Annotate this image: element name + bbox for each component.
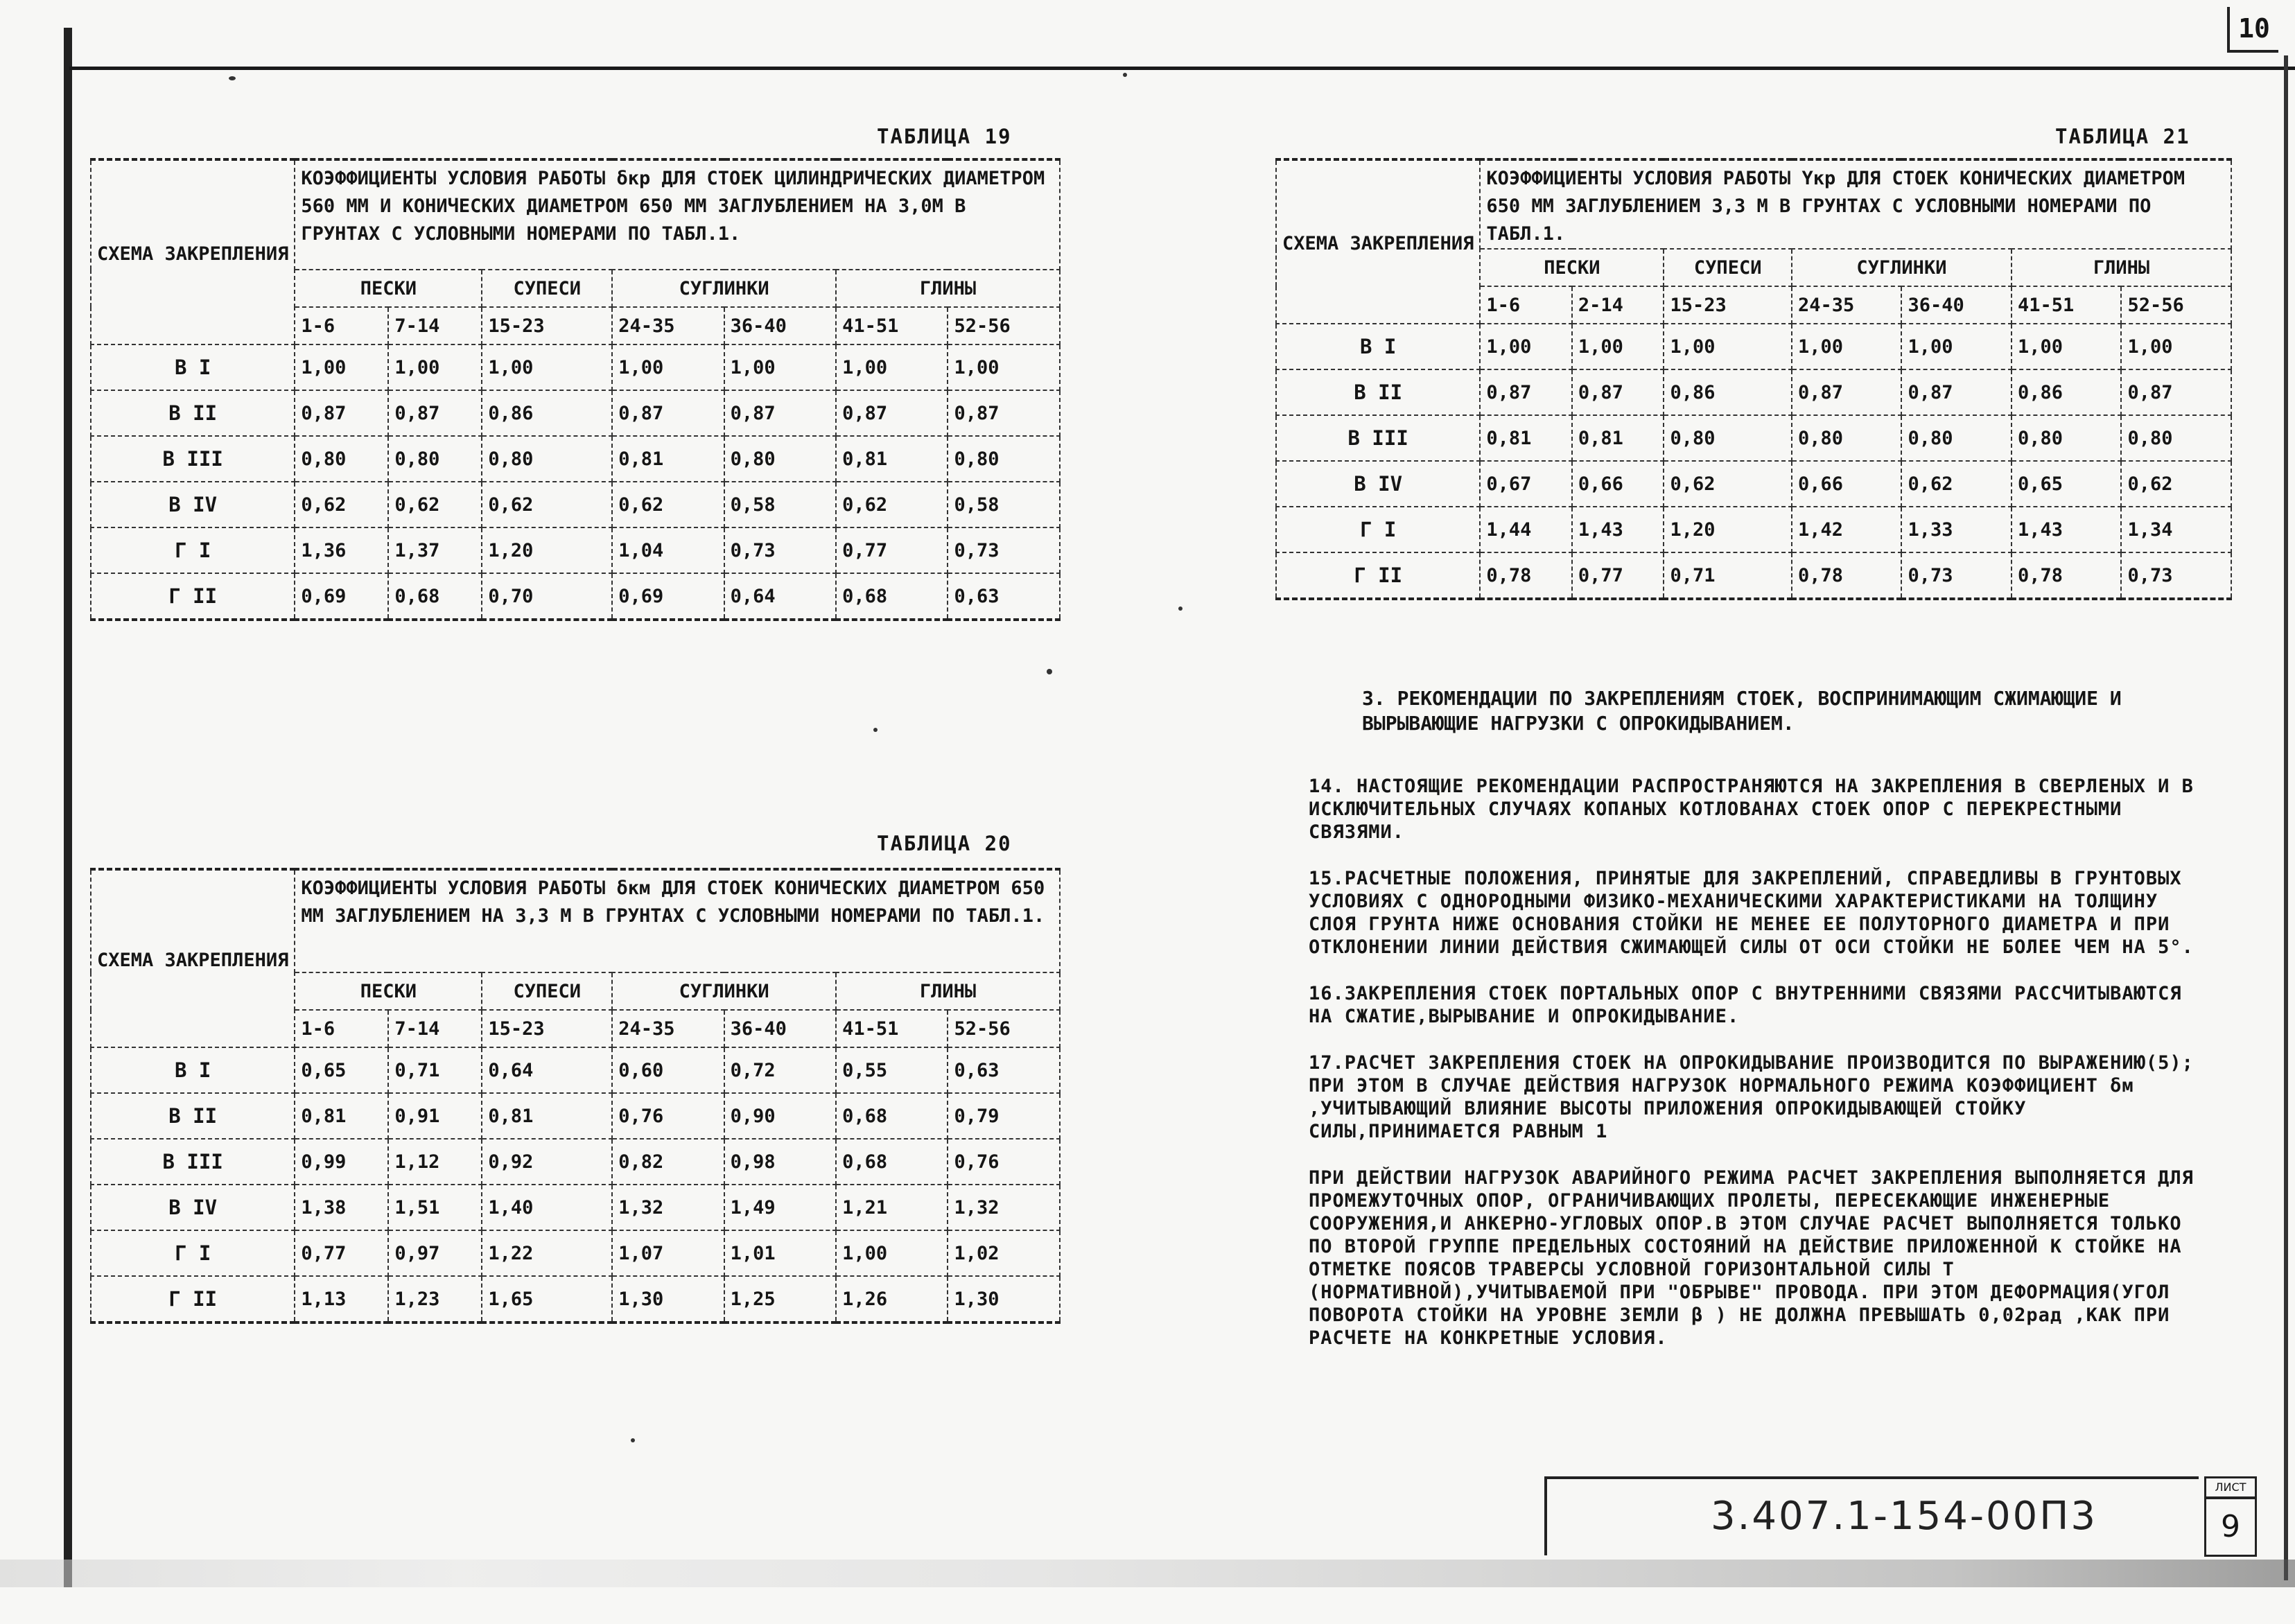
table-cell: 1,36: [295, 527, 388, 573]
table-cell: 1,00: [1572, 324, 1664, 369]
table21-range: 24-35: [1792, 286, 1902, 324]
table-cell: 1,33: [1901, 507, 2012, 552]
table-cell: 0,87: [388, 390, 482, 436]
table-row: [91, 390, 1060, 436]
table-cell: 1,65: [482, 1276, 612, 1322]
table19-range: 15-23: [482, 307, 612, 344]
table-cell: 0,66: [1792, 461, 1902, 507]
table-cell: 0,62: [388, 482, 482, 527]
table-cell: 1,00: [836, 344, 948, 390]
table-cell: 0,87: [1572, 369, 1664, 415]
table19-range: 1-6: [295, 307, 388, 344]
table-row: [1276, 415, 2231, 461]
table-row: [91, 1093, 1060, 1139]
table-cell: 1,00: [1664, 324, 1791, 369]
table21: [1275, 158, 2232, 600]
row-scheme: Г II: [91, 1276, 295, 1322]
table20-title: КОЭФФИЦИЕНТЫ УСЛОВИЯ РАБОТЫ δкм ДЛЯ СТОЕК КОНИЧЕСКИХ ДИАМЕТРОМ 650 ММ ЗАГЛУБЛЕНИЕМ НА 3,3 М В ГРУНТАХ С УСЛОВНЫМИ НОМЕРАМИ ПО ТАБЛ.1.: [295, 869, 1060, 972]
table20-group: СУГЛИНКИ: [612, 972, 836, 1010]
table-cell: 0,86: [2012, 369, 2122, 415]
table-cell: 0,80: [1664, 415, 1791, 461]
table-row: [91, 1230, 1060, 1276]
row-scheme: В III: [91, 436, 295, 482]
row-scheme: В II: [91, 390, 295, 436]
table-cell: 0,86: [482, 390, 612, 436]
table-cell: 0,71: [388, 1047, 482, 1093]
table-cell: 0,72: [724, 1047, 836, 1093]
row-scheme: Г I: [1276, 507, 1480, 552]
row-scheme: В I: [91, 344, 295, 390]
table21-range: 1-6: [1480, 286, 1572, 324]
table21-title: КОЭФФИЦИЕНТЫ УСЛОВИЯ РАБОТЫ Yкр ДЛЯ СТОЕК КОНИЧЕСКИХ ДИАМЕТРОМ 650 ММ ЗАГЛУБЛЕНИЕМ 3,3 М В ГРУНТАХ С УСЛОВНЫМИ НОМЕРАМИ ПО ТАБЛ.1.: [1480, 159, 2231, 249]
table-cell: 1,00: [2012, 324, 2122, 369]
table-cell: 1,12: [388, 1139, 482, 1185]
table-cell: 0,80: [2012, 415, 2122, 461]
table19-group: ГЛИНЫ: [836, 270, 1060, 307]
table-cell: 0,87: [724, 390, 836, 436]
table-cell: 0,80: [388, 436, 482, 482]
table-row: [91, 436, 1060, 482]
table-cell: 0,73: [1901, 552, 2012, 599]
table-cell: 0,76: [948, 1139, 1060, 1185]
table-cell: 0,86: [1664, 369, 1791, 415]
table20-range: 24-35: [612, 1010, 724, 1047]
table-cell: 0,87: [1480, 369, 1572, 415]
row-scheme: В III: [1276, 415, 1480, 461]
table19: [90, 158, 1061, 621]
table-cell: 1,30: [612, 1276, 724, 1322]
table-cell: 0,87: [1901, 369, 2012, 415]
table-cell: 0,55: [836, 1047, 948, 1093]
table-cell: 1,37: [388, 527, 482, 573]
table-cell: 0,58: [724, 482, 836, 527]
scan-bottom-strip: [0, 1560, 2295, 1587]
table-cell: 1,44: [1480, 507, 1572, 552]
table-cell: 0,80: [1792, 415, 1902, 461]
table19-range: 41-51: [836, 307, 948, 344]
table-cell: 0,63: [948, 1047, 1060, 1093]
sheet-number: 9: [2204, 1497, 2257, 1557]
table-cell: 1,00: [482, 344, 612, 390]
table21-body: [1276, 324, 2231, 599]
row-scheme: В II: [1276, 369, 1480, 415]
table-cell: 0,62: [482, 482, 612, 527]
table-cell: 0,99: [295, 1139, 388, 1185]
table20-range: 7-14: [388, 1010, 482, 1047]
table20-range: 1-6: [295, 1010, 388, 1047]
document-code: 3.407.1-154-00П3: [1711, 1494, 2098, 1539]
table-cell: 1,23: [388, 1276, 482, 1322]
row-scheme: В IV: [91, 482, 295, 527]
table-cell: 0,80: [1901, 415, 2012, 461]
row-scheme: В II: [91, 1093, 295, 1139]
table-cell: 0,73: [2121, 552, 2231, 599]
table19-caption: ТАБЛИЦА 19: [877, 125, 1012, 148]
table-cell: 0,80: [295, 436, 388, 482]
table21-range: 2-14: [1572, 286, 1664, 324]
table20-caption: ТАБЛИЦА 20: [877, 832, 1012, 855]
table-cell: 1,07: [612, 1230, 724, 1276]
table-cell: 1,38: [295, 1185, 388, 1230]
table20: [90, 868, 1061, 1324]
table-row: [91, 1047, 1060, 1093]
table-cell: 0,82: [612, 1139, 724, 1185]
table-cell: 0,62: [1664, 461, 1791, 507]
table-row: [1276, 507, 2231, 552]
table-cell: 1,00: [1480, 324, 1572, 369]
sheet-label: ЛИСТ: [2204, 1476, 2257, 1499]
table-cell: 1,42: [1792, 507, 1902, 552]
table-cell: 1,32: [612, 1185, 724, 1230]
paragraph-14: 14. НАСТОЯЩИЕ РЕКОМЕНДАЦИИ РАСПРОСТРАНЯЮТСЯ НА ЗАКРЕПЛЕНИЯ В СВЕРЛЕНЫХ И В ИСКЛЮЧИТЕЛЬНЫХ СЛУЧАЯХ КОПАНЫХ КОТЛОВАНАХ СТОЕК ОПОР С ПЕРЕКРЕСТНЫМИ СВЯЗЯМИ.: [1309, 776, 2194, 843]
table-cell: 1,00: [612, 344, 724, 390]
table-cell: 0,62: [836, 482, 948, 527]
page-left-border: [64, 28, 72, 1587]
table-cell: 0,71: [1664, 552, 1791, 599]
table-cell: 0,87: [1792, 369, 1902, 415]
table19-schema-header: СХЕМА ЗАКРЕПЛЕНИЯ: [91, 159, 295, 344]
table-cell: 0,66: [1572, 461, 1664, 507]
table20-schema-header: СХЕМА ЗАКРЕПЛЕНИЯ: [91, 869, 295, 1047]
section3-heading: 3. РЕКОМЕНДАЦИИ ПО ЗАКРЕПЛЕНИЯМ СТОЕК, ВОСПРИНИМАЮЩИМ СЖИМАЮЩИЕ И ВЫРЫВАЮЩИЕ НАГРУЗКИ С ОПРОКИДЫВАНИЕМ.: [1362, 687, 2122, 735]
table-cell: 0,70: [482, 573, 612, 620]
table21-range: 52-56: [2121, 286, 2231, 324]
table-row: [91, 527, 1060, 573]
table-cell: 0,65: [2012, 461, 2122, 507]
table-cell: 0,92: [482, 1139, 612, 1185]
paragraph-15: 15.РАСЧЕТНЫЕ ПОЛОЖЕНИЯ, ПРИНЯТЫЕ ДЛЯ ЗАКРЕПЛЕНИЙ, СПРАВЕДЛИВЫ В ГРУНТОВЫХ УСЛОВИЯХ С ОДНОРОДНЫМИ ФИЗИКО-МЕХАНИЧЕСКИМИ ХАРАКТЕРИСТИКАМИ НА ТОЛЩИНУ СЛОЯ ГРУНТА НИЖЕ ОСНОВАНИЯ СТОЙКИ НЕ МЕНЕЕ ЕЕ ПОЛУТОРНОГО ДИАМЕТРА И ПРИ ОТКЛОНЕНИИ ЛИНИИ ДЕЙСТВИЯ СЖИМАЮЩЕЙ СИЛЫ ОТ ОСИ СТОЙКИ НЕ БОЛЕЕ ЧЕМ НА 5°.: [1309, 868, 2194, 958]
table19-range: 36-40: [724, 307, 836, 344]
table21-schema-header: СХЕМА ЗАКРЕПЛЕНИЯ: [1276, 159, 1480, 324]
scan-speck: [229, 76, 236, 80]
page-top-rule: [69, 67, 2295, 70]
table-cell: 1,04: [612, 527, 724, 573]
scan-speck: [1123, 73, 1127, 77]
table-cell: 0,78: [1792, 552, 1902, 599]
table-cell: 0,73: [948, 527, 1060, 573]
table-cell: 0,73: [724, 527, 836, 573]
table-cell: 0,87: [2121, 369, 2231, 415]
table-cell: 1,00: [836, 1230, 948, 1276]
table-cell: 0,91: [388, 1093, 482, 1139]
table19-group: СУГЛИНКИ: [612, 270, 836, 307]
page-right-border: [2284, 55, 2288, 1580]
table21-group: ПЕСКИ: [1480, 249, 1664, 286]
scan-speck: [1047, 669, 1052, 674]
table-cell: 0,64: [724, 573, 836, 620]
table20-group: ПЕСКИ: [295, 972, 482, 1010]
table-cell: 1,01: [724, 1230, 836, 1276]
table-cell: 0,80: [482, 436, 612, 482]
table-cell: 0,60: [612, 1047, 724, 1093]
table-cell: 0,68: [836, 1093, 948, 1139]
table21-caption: ТАБЛИЦА 21: [2055, 125, 2190, 148]
table-row: [91, 482, 1060, 527]
table-cell: 1,43: [1572, 507, 1664, 552]
row-scheme: В I: [1276, 324, 1480, 369]
table-cell: 0,87: [295, 390, 388, 436]
table-cell: 0,63: [948, 573, 1060, 620]
table-row: [1276, 461, 2231, 507]
table-cell: 1,20: [482, 527, 612, 573]
table20-group: ГЛИНЫ: [836, 972, 1060, 1010]
table-cell: 1,00: [295, 344, 388, 390]
row-scheme: Г II: [1276, 552, 1480, 599]
table-cell: 1,25: [724, 1276, 836, 1322]
table-cell: 0,58: [948, 482, 1060, 527]
table19-group: СУПЕСИ: [482, 270, 612, 307]
table21-range: 41-51: [2012, 286, 2122, 324]
table-cell: 1,34: [2121, 507, 2231, 552]
table19-range: 52-56: [948, 307, 1060, 344]
table-cell: 0,81: [295, 1093, 388, 1139]
table-row: [91, 1276, 1060, 1322]
row-scheme: В III: [91, 1139, 295, 1185]
table-cell: 0,65: [295, 1047, 388, 1093]
scan-speck: [631, 1438, 635, 1442]
table-cell: 0,81: [612, 436, 724, 482]
table-cell: 0,64: [482, 1047, 612, 1093]
scan-speck: [873, 728, 878, 732]
table-cell: 0,62: [612, 482, 724, 527]
table-cell: 1,13: [295, 1276, 388, 1322]
table19-body: [91, 344, 1060, 620]
table-cell: 0,69: [612, 573, 724, 620]
table-cell: 0,77: [295, 1230, 388, 1276]
table-cell: 0,87: [836, 390, 948, 436]
table-row: [91, 1139, 1060, 1185]
table-cell: 0,87: [948, 390, 1060, 436]
table-cell: 0,77: [1572, 552, 1664, 599]
table-cell: 0,81: [1480, 415, 1572, 461]
table-cell: 1,00: [948, 344, 1060, 390]
table-cell: 0,62: [1901, 461, 2012, 507]
row-scheme: В IV: [1276, 461, 1480, 507]
paragraph-17: 17.РАСЧЕТ ЗАКРЕПЛЕНИЯ СТОЕК НА ОПРОКИДЫВАНИЕ ПРОИЗВОДИТСЯ ПО ВЫРАЖЕНИЮ(5); ПРИ ЭТОМ В СЛУЧАЕ ДЕЙСТВИЯ НАГРУЗОК НОРМАЛЬНОГО РЕЖИМА КОЭФФИЦИЕНТ δм ,УЧИТЫВАЮЩИЙ ВЛИЯНИЕ ВЫСОТЫ ПРИЛОЖЕНИЯ ОПРОКИДЫВАЮЩЕЙ СТОЙКУ СИЛЫ,ПРИНИМАЕТСЯ РАВНЫМ 1: [1309, 1052, 2194, 1142]
table21-group: СУГЛИНКИ: [1792, 249, 2012, 286]
table-cell: 0,68: [836, 1139, 948, 1185]
row-scheme: Г II: [91, 573, 295, 620]
table-row: [91, 573, 1060, 620]
table-cell: 0,97: [388, 1230, 482, 1276]
table20-range: 15-23: [482, 1010, 612, 1047]
table20-range: 41-51: [836, 1010, 948, 1047]
table20-group: СУПЕСИ: [482, 972, 612, 1010]
table-cell: 0,68: [836, 573, 948, 620]
scan-speck: [1178, 606, 1183, 611]
table19-range: 7-14: [388, 307, 482, 344]
table-cell: 0,67: [1480, 461, 1572, 507]
table-cell: 1,43: [2012, 507, 2122, 552]
table21-range: 15-23: [1664, 286, 1791, 324]
paragraph-16: 16.ЗАКРЕПЛЕНИЯ СТОЕК ПОРТАЛЬНЫХ ОПОР С ВНУТРЕННИМИ СВЯЗЯМИ РАССЧИТЫВАЮТСЯ НА СЖАТИЕ,ВЫРЫВАНИЕ И ОПРОКИДЫВАНИЕ.: [1309, 983, 2182, 1027]
table-cell: 0,79: [948, 1093, 1060, 1139]
table-row: [1276, 369, 2231, 415]
table-row: [1276, 552, 2231, 599]
table-cell: 1,22: [482, 1230, 612, 1276]
table20-range: 52-56: [948, 1010, 1060, 1047]
row-scheme: В I: [91, 1047, 295, 1093]
table-cell: 0,81: [1572, 415, 1664, 461]
table19-group: ПЕСКИ: [295, 270, 482, 307]
table-cell: 0,76: [612, 1093, 724, 1139]
table-row: [1276, 324, 2231, 369]
table-cell: 1,26: [836, 1276, 948, 1322]
section3-body: [1281, 775, 2203, 1373]
table-cell: 0,81: [836, 436, 948, 482]
table-cell: 0,81: [482, 1093, 612, 1139]
table19-title: КОЭФФИЦИЕНТЫ УСЛОВИЯ РАБОТЫ δкр ДЛЯ СТОЕК ЦИЛИНДРИЧЕСКИХ ДИАМЕТРОМ 560 ММ И КОНИЧЕСКИХ ДИАМЕТРОМ 650 ММ ЗАГЛУБЛЕНИЕМ НА 3,0М В ГРУНТАХ С УСЛОВНЫМИ НОМЕРАМИ ПО ТАБЛ.1.: [295, 159, 1060, 270]
paragraph-17-emergency: ПРИ ДЕЙСТВИИ НАГРУЗОК АВАРИЙНОГО РЕЖИМА РАСЧЕТ ЗАКРЕПЛЕНИЯ ВЫПОЛНЯЕТСЯ ДЛЯ ПРОМЕЖУТОЧНЫХ ОПОР, ОГРАНИЧИВАЮЩИХ ПРОЛЕТЫ, ПЕРЕСЕКАЮЩИЕ ИНЖЕНЕРНЫЕ СООРУЖЕНИЯ,И АНКЕРНО-УГЛОВЫХ ОПОР.В ЭТОМ СЛУЧАЕ РАСЧЕТ ВЫПОЛНЯЕТСЯ ТОЛЬКО ПО ВТОРОЙ ГРУППЕ ПРЕДЕЛЬНЫХ СОСТОЯНИЙ НА ДЕЙСТВИЕ ПРИЛОЖЕННОЙ К СТОЙКЕ НА ОТМЕТКЕ ПОЯСОВ ТРАВЕРСЫ УСЛОВНОЙ ГОРИЗОНТАЛЬНОЙ СИЛЫ Т (НОРМАТИВНОЙ),УЧИТЫВАЕМОЙ ПРИ "ОБРЫВЕ" ПРОВОДА. ПРИ ЭТОМ ДЕФОРМАЦИЯ(УГОЛ ПОВОРОТА СТОЙКИ НА УРОВНЕ ЗЕМЛИ β ) НЕ ДОЛЖНА ПРЕВЫШАТЬ 0,02рад ,КАК ПРИ РАСЧЕТЕ НА КОНКРЕТНЫЕ УСЛОВИЯ.: [1309, 1167, 2194, 1349]
table-row: [91, 344, 1060, 390]
table-cell: 1,02: [948, 1230, 1060, 1276]
table-cell: 0,78: [2012, 552, 2122, 599]
page-number: 10: [2227, 7, 2278, 53]
table-cell: 0,68: [388, 573, 482, 620]
table21-group: СУПЕСИ: [1664, 249, 1791, 286]
table19-range: 24-35: [612, 307, 724, 344]
table-cell: 1,32: [948, 1185, 1060, 1230]
table-cell: 0,98: [724, 1139, 836, 1185]
table-cell: 0,80: [724, 436, 836, 482]
table-cell: 0,62: [2121, 461, 2231, 507]
table-cell: 1,00: [724, 344, 836, 390]
table-cell: 0,90: [724, 1093, 836, 1139]
table-cell: 1,00: [1901, 324, 2012, 369]
table-cell: 0,80: [2121, 415, 2231, 461]
table-cell: 1,00: [388, 344, 482, 390]
table-cell: 0,80: [948, 436, 1060, 482]
table-row: [91, 1185, 1060, 1230]
row-scheme: Г I: [91, 527, 295, 573]
table-cell: 1,00: [1792, 324, 1902, 369]
table-cell: 1,30: [948, 1276, 1060, 1322]
table-cell: 1,21: [836, 1185, 948, 1230]
table-cell: 0,69: [295, 573, 388, 620]
table-cell: 1,40: [482, 1185, 612, 1230]
table-cell: 0,78: [1480, 552, 1572, 599]
row-scheme: В IV: [91, 1185, 295, 1230]
row-scheme: Г I: [91, 1230, 295, 1276]
table-cell: 0,87: [612, 390, 724, 436]
table21-group: ГЛИНЫ: [2012, 249, 2231, 286]
table20-range: 36-40: [724, 1010, 836, 1047]
table-cell: 1,20: [1664, 507, 1791, 552]
table-cell: 1,49: [724, 1185, 836, 1230]
table21-range: 36-40: [1901, 286, 2012, 324]
table-cell: 1,00: [2121, 324, 2231, 369]
table-cell: 1,51: [388, 1185, 482, 1230]
table-cell: 0,77: [836, 527, 948, 573]
table-cell: 0,62: [295, 482, 388, 527]
table20-body: [91, 1047, 1060, 1322]
